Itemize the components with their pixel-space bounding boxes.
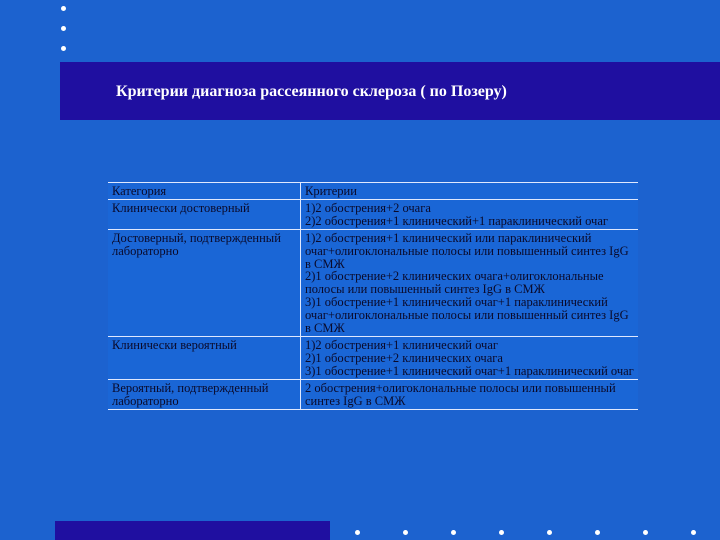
row-category: Клинически достоверный	[108, 199, 301, 229]
criterion-item: 2)2 обострения+1 клинический+1 параклинический очаг	[305, 213, 608, 228]
slide-title: Критерии диагноза рассеянного склероза ( по Позеру)	[116, 83, 507, 100]
bullet-dot	[61, 6, 66, 11]
table-row	[108, 199, 638, 229]
table-header-row	[108, 183, 638, 200]
table-row	[108, 336, 638, 379]
row-criteria	[301, 379, 639, 409]
bullet-dot	[451, 530, 456, 535]
bottom-band	[55, 521, 330, 540]
criterion-item: 3)1 обострение+1 клинический очаг+1 параклинический очаг+олигоклональные полосы или повышенный синтез IgG в СМЖ	[305, 295, 629, 336]
criteria-table	[108, 182, 638, 410]
bullet-dot	[355, 530, 360, 535]
bullet-dot	[691, 530, 696, 535]
table-row	[108, 379, 638, 409]
bullet-dot	[499, 530, 504, 535]
bullet-dots-top-left	[61, 6, 71, 52]
bullet-dot	[595, 530, 600, 535]
bullet-dots-bottom	[355, 530, 715, 538]
bullet-dot	[403, 530, 408, 535]
criterion-item: 2)1 обострение+2 клинических очага	[305, 350, 503, 365]
row-category: Вероятный, подтвержденный лабораторно	[108, 379, 301, 409]
criterion-item: 1)2 обострения+2 очага	[305, 200, 431, 215]
row-category: Достоверный, подтвержденный лабораторно	[108, 229, 301, 336]
criterion-item: 2)1 обострение+2 клинических очага+олигоклональные полосы или повышенный синтез IgG в СМЖ	[305, 269, 604, 297]
criterion-item: 1)2 обострения+1 клинический или параклинический очаг+олигоклональные полосы или повышенный синтез IgG в СМЖ	[305, 230, 629, 271]
criterion-item: 2 обострения+олигоклональные полосы или повышенный синтез IgG в СМЖ	[305, 380, 616, 408]
table-row	[108, 229, 638, 336]
row-category: Клинически вероятный	[108, 336, 301, 379]
header-criteria: Критерии	[301, 183, 639, 200]
row-criteria	[301, 199, 639, 229]
header-category: Категория	[108, 183, 301, 200]
bullet-dot	[61, 46, 66, 51]
criterion-item: 1)2 обострения+1 клинический очаг	[305, 337, 499, 352]
bullet-dot	[61, 26, 66, 31]
row-criteria	[301, 336, 639, 379]
criterion-item: 3)1 обострение+1 клинический очаг+1 параклинический очаг	[305, 363, 634, 378]
row-criteria	[301, 229, 639, 336]
bullet-dot	[547, 530, 552, 535]
bullet-dot	[643, 530, 648, 535]
